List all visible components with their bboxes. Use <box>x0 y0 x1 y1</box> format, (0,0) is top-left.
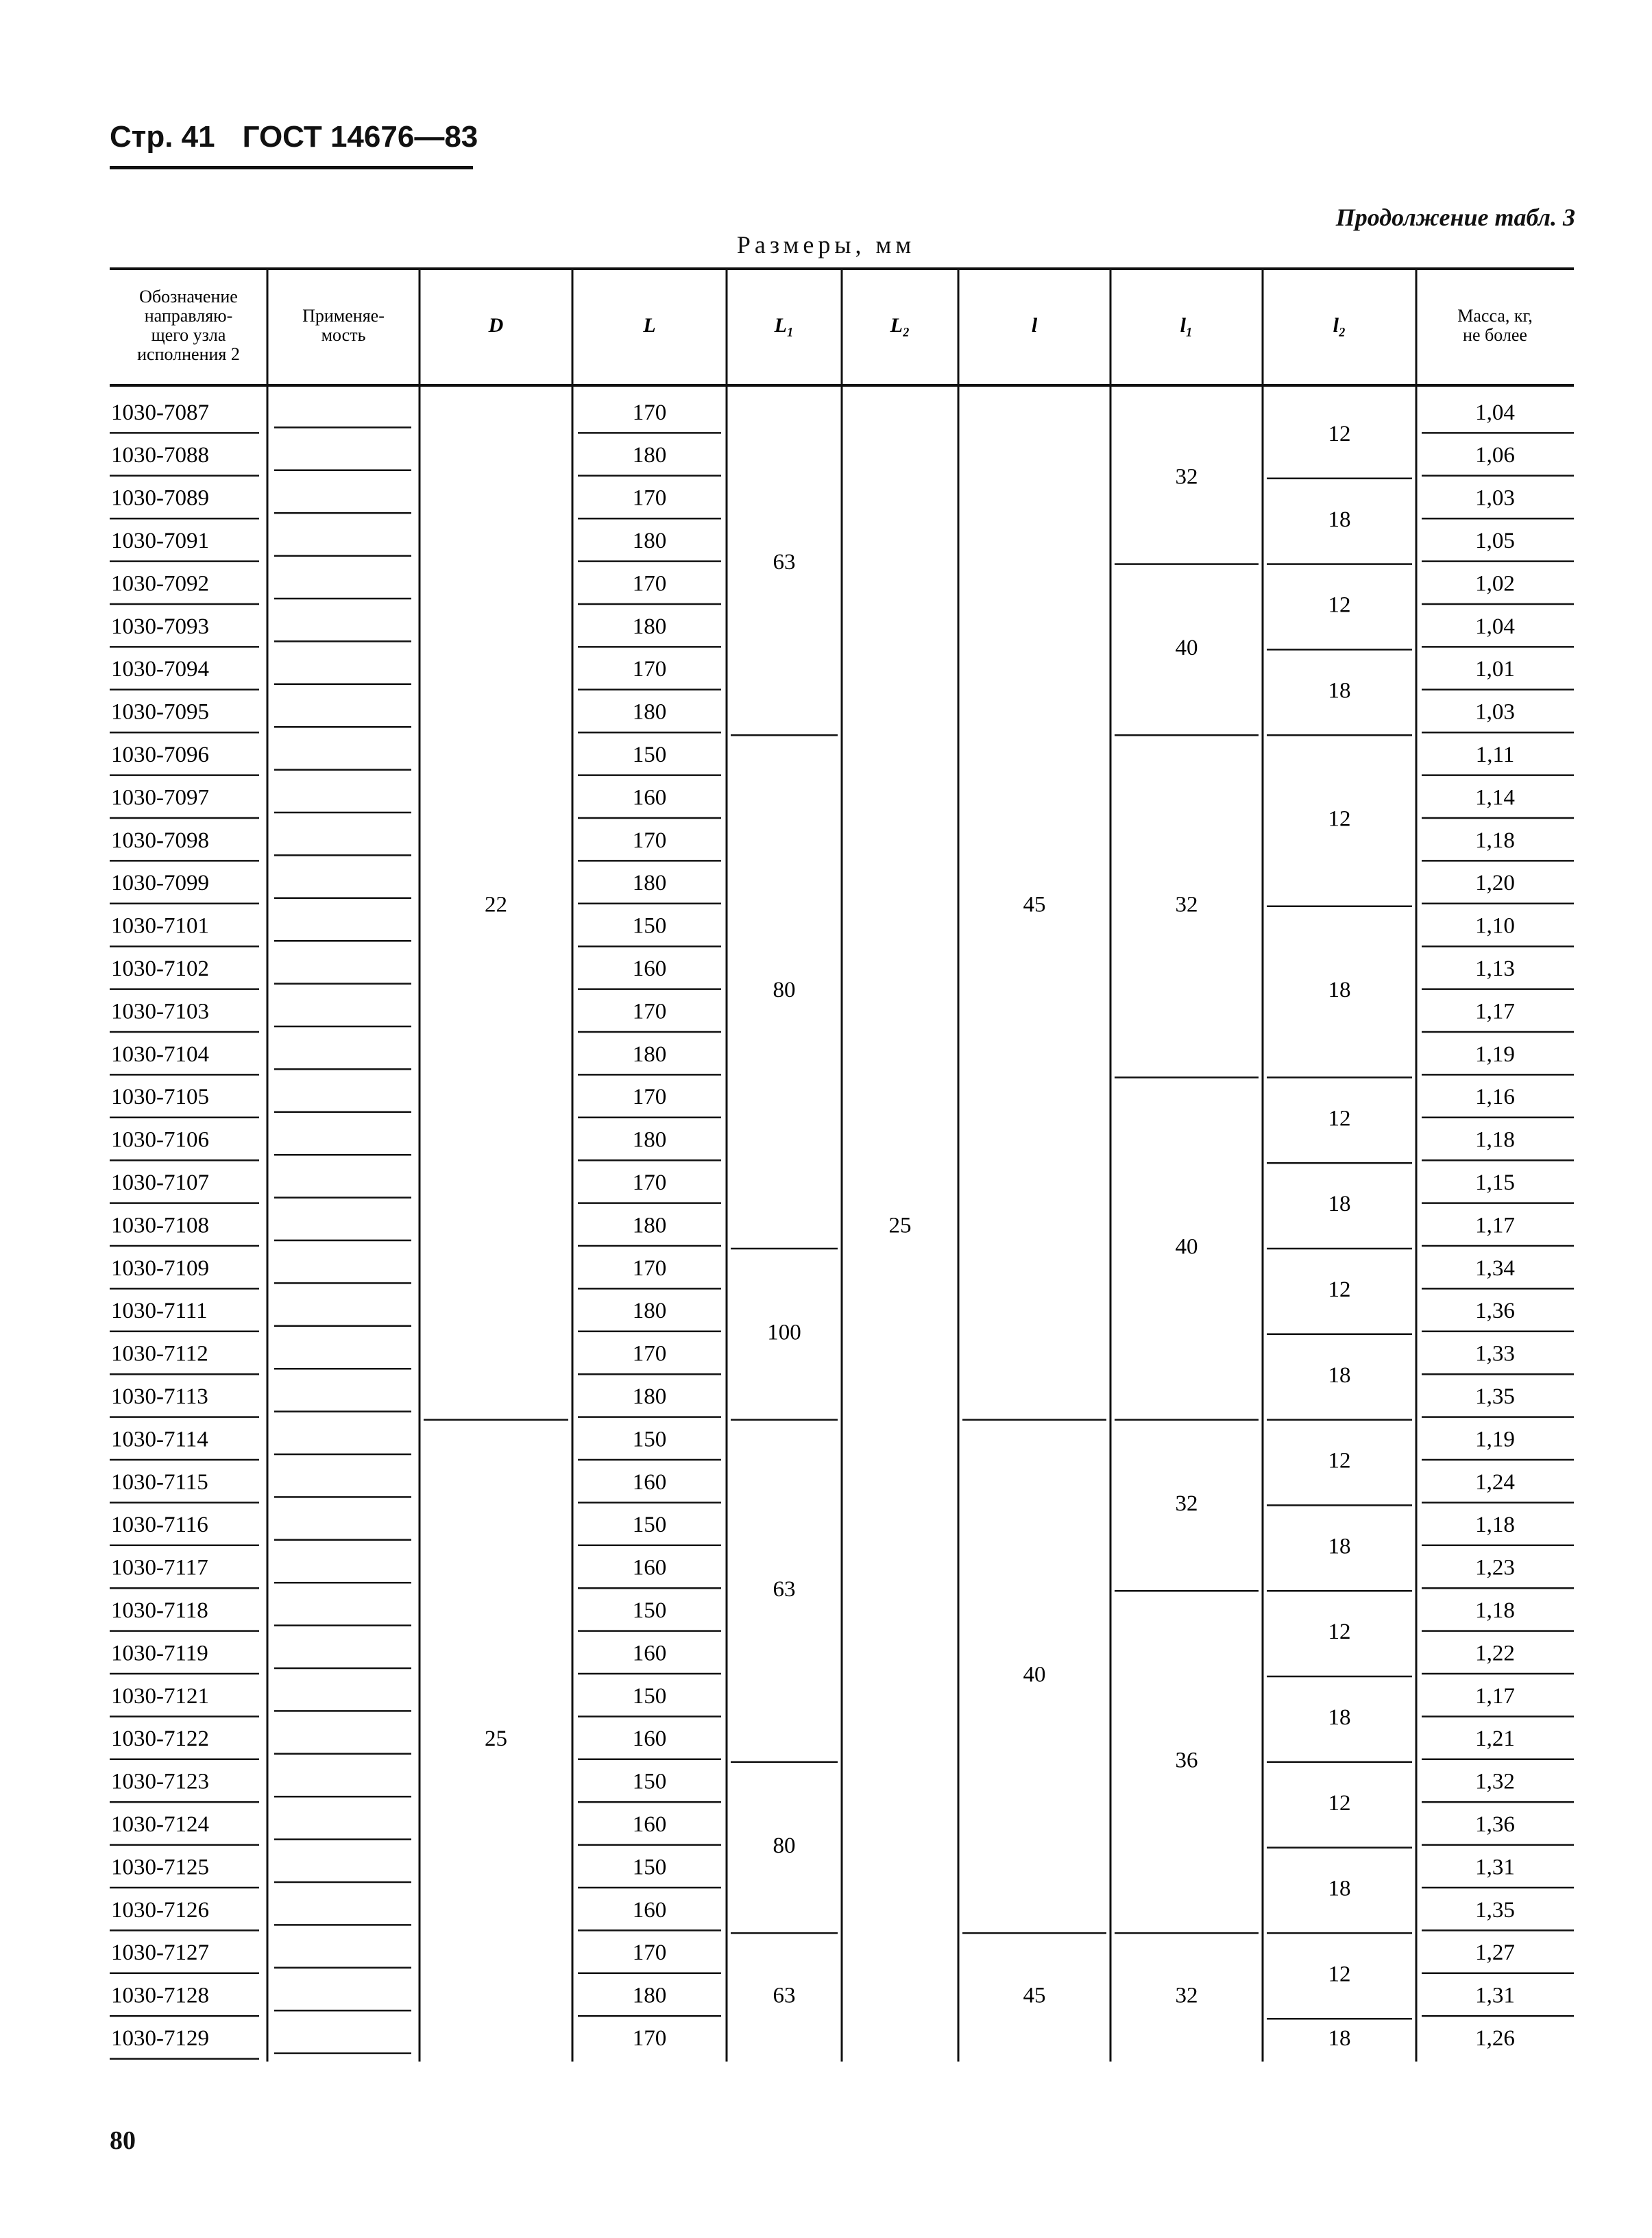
mass-cell: 1,36 <box>1475 1812 1515 1837</box>
designation-cell: 1030-7098 <box>111 828 209 853</box>
merged-D-cell: 22 <box>485 892 507 917</box>
length-L-cell: 160 <box>632 1726 667 1752</box>
length-L-cell: 160 <box>632 1555 667 1580</box>
designation-cell: 1030-7114 <box>111 1427 208 1452</box>
mass-cell: 1,11 <box>1475 742 1515 767</box>
length-L-cell: 170 <box>632 1255 667 1281</box>
length-L-cell: 150 <box>632 1513 667 1538</box>
designation-cell: 1030-7097 <box>111 785 209 810</box>
designation-cell: 1030-7118 <box>111 1598 208 1623</box>
length-L-cell: 160 <box>632 1897 667 1923</box>
mass-cell: 1,19 <box>1475 1042 1515 1067</box>
designation-cell: 1030-7122 <box>111 1726 209 1752</box>
designation-cell: 1030-7103 <box>111 999 209 1024</box>
mass-cell: 1,21 <box>1475 1726 1515 1752</box>
merged-l2-cell: 12 <box>1328 1448 1351 1473</box>
designation-cell: 1030-7109 <box>111 1255 209 1281</box>
mass-cell: 1,24 <box>1475 1469 1515 1495</box>
mass-cell: 1,17 <box>1475 999 1515 1024</box>
header-designation: Обозначение <box>139 286 238 306</box>
length-L-cell: 180 <box>632 1299 667 1324</box>
mass-cell: 1,04 <box>1475 614 1515 639</box>
header-applicability: Применяе- <box>302 305 385 326</box>
length-L-cell: 170 <box>632 485 667 511</box>
merged-l2-cell: 12 <box>1328 592 1351 618</box>
merged-l2-cell: 12 <box>1328 1106 1351 1131</box>
header-designation: щего узла <box>151 324 226 345</box>
length-L-cell: 180 <box>632 871 667 896</box>
mass-cell: 1,18 <box>1475 1127 1515 1153</box>
mass-cell: 1,18 <box>1475 1598 1515 1623</box>
dimensions-caption: Размеры, мм <box>736 231 916 258</box>
designation-cell: 1030-7105 <box>111 1085 209 1110</box>
header-l2: l₂ <box>1333 313 1346 337</box>
designation-cell: 1030-7112 <box>111 1341 208 1367</box>
mass-cell: 1,10 <box>1475 913 1515 939</box>
designation-cell: 1030-7089 <box>111 485 209 511</box>
merged-l2-cell: 18 <box>1328 507 1351 532</box>
mass-cell: 1,20 <box>1475 871 1515 896</box>
merged-l2-cell: 18 <box>1328 1192 1351 1217</box>
merged-l2-cell: 12 <box>1328 1962 1351 1987</box>
mass-cell: 1,23 <box>1475 1555 1515 1580</box>
length-L-cell: 150 <box>632 1855 667 1880</box>
length-L-cell: 160 <box>632 1641 667 1666</box>
length-L-cell: 170 <box>632 1170 667 1195</box>
designation-cell: 1030-7113 <box>111 1384 208 1409</box>
mass-cell: 1,03 <box>1475 699 1515 725</box>
designation-cell: 1030-7123 <box>111 1769 209 1794</box>
merged-l-cell: 40 <box>1023 1662 1046 1687</box>
length-L-cell: 170 <box>632 1085 667 1110</box>
length-L-cell: 180 <box>632 699 667 725</box>
length-L-cell: 180 <box>632 1384 667 1409</box>
designation-cell: 1030-7091 <box>111 528 209 553</box>
mass-cell: 1,17 <box>1475 1213 1515 1238</box>
mass-cell: 1,03 <box>1475 485 1515 511</box>
designation-cell: 1030-7119 <box>111 1641 208 1666</box>
length-L-cell: 170 <box>632 657 667 682</box>
designation-cell: 1030-7094 <box>111 657 209 682</box>
header-l: l <box>1031 313 1038 337</box>
merged-l1-cell: 36 <box>1175 1748 1198 1773</box>
header-l1: l₁ <box>1180 313 1193 337</box>
length-L-cell: 160 <box>632 785 667 810</box>
length-L-cell: 150 <box>632 1683 667 1709</box>
mass-cell: 1,14 <box>1475 785 1515 810</box>
length-L-cell: 150 <box>632 1769 667 1794</box>
mass-cell: 1,31 <box>1475 1983 1515 2008</box>
merged-l2-cell: 18 <box>1328 1876 1351 1901</box>
length-L-cell: 180 <box>632 1983 667 2008</box>
designation-cell: 1030-7126 <box>111 1897 209 1923</box>
length-L-cell: 160 <box>632 956 667 981</box>
designation-cell: 1030-7104 <box>111 1042 209 1067</box>
length-L-cell: 180 <box>632 1213 667 1238</box>
header-designation: направляю- <box>144 305 233 326</box>
merged-l2-cell: 12 <box>1328 421 1351 446</box>
merged-L1-cell: 63 <box>773 550 796 575</box>
designation-cell: 1030-7111 <box>111 1299 208 1324</box>
length-L-cell: 170 <box>632 1940 667 1966</box>
mass-cell: 1,32 <box>1475 1769 1515 1794</box>
header-L2: L₂ <box>890 313 910 337</box>
designation-cell: 1030-7093 <box>111 614 209 639</box>
mass-cell: 1,02 <box>1475 571 1515 597</box>
page-number: 80 <box>110 2126 136 2155</box>
mass-cell: 1,27 <box>1475 1940 1515 1966</box>
mass-cell: 1,26 <box>1475 2025 1515 2051</box>
designation-cell: 1030-7088 <box>111 443 209 468</box>
header-L1: L₁ <box>774 313 794 337</box>
length-L-cell: 150 <box>632 913 667 939</box>
length-L-cell: 170 <box>632 400 667 425</box>
designation-cell: 1030-7124 <box>111 1812 209 1837</box>
length-L-cell: 180 <box>632 1042 667 1067</box>
merged-l2-cell: 18 <box>1328 1534 1351 1559</box>
designation-cell: 1030-7095 <box>111 699 209 725</box>
length-L-cell: 150 <box>632 742 667 767</box>
designation-cell: 1030-7092 <box>111 571 209 597</box>
merged-l-cell: 45 <box>1023 892 1046 917</box>
length-L-cell: 180 <box>632 528 667 553</box>
header-L: L <box>643 313 656 337</box>
designation-cell: 1030-7106 <box>111 1127 209 1153</box>
merged-L1-cell: 100 <box>767 1320 801 1345</box>
mass-cell: 1,36 <box>1475 1299 1515 1324</box>
length-L-cell: 150 <box>632 1427 667 1452</box>
designation-cell: 1030-7108 <box>111 1213 209 1238</box>
designation-cell: 1030-7096 <box>111 742 209 767</box>
merged-l-cell: 45 <box>1023 1983 1046 2008</box>
mass-cell: 1,19 <box>1475 1427 1515 1452</box>
merged-L1-cell: 80 <box>773 1833 796 1859</box>
mass-cell: 1,35 <box>1475 1384 1515 1409</box>
mass-cell: 1,04 <box>1475 400 1515 425</box>
length-L-cell: 180 <box>632 1127 667 1153</box>
standard-label: ГОСТ 14676—83 <box>242 120 478 154</box>
mass-cell: 1,31 <box>1475 1855 1515 1880</box>
mass-cell: 1,35 <box>1475 1897 1515 1923</box>
designation-cell: 1030-7116 <box>111 1513 208 1538</box>
length-L-cell: 170 <box>632 2025 667 2051</box>
mass-cell: 1,05 <box>1475 528 1515 553</box>
length-L-cell: 170 <box>632 999 667 1024</box>
merged-l1-cell: 32 <box>1175 1983 1198 2008</box>
merged-l2-cell: 18 <box>1328 678 1351 703</box>
designation-cell: 1030-7128 <box>111 1983 209 2008</box>
designation-cell: 1030-7101 <box>111 913 209 939</box>
designation-cell: 1030-7125 <box>111 1855 209 1880</box>
merged-l2-cell: 12 <box>1328 1277 1351 1302</box>
mass-cell: 1,33 <box>1475 1341 1515 1367</box>
merged-l2-cell: 18 <box>1328 2025 1351 2051</box>
mass-cell: 1,01 <box>1475 657 1515 682</box>
designation-cell: 1030-7102 <box>111 956 209 981</box>
designation-cell: 1030-7127 <box>111 1940 209 1966</box>
merged-L1-cell: 63 <box>773 1576 796 1602</box>
merged-L1-cell: 80 <box>773 978 796 1003</box>
length-L-cell: 180 <box>632 614 667 639</box>
merged-l1-cell: 32 <box>1175 464 1198 490</box>
mass-cell: 1,18 <box>1475 1513 1515 1538</box>
designation-cell: 1030-7129 <box>111 2025 209 2051</box>
merged-l2-cell: 18 <box>1328 1705 1351 1730</box>
length-L-cell: 180 <box>632 443 667 468</box>
mass-cell: 1,18 <box>1475 828 1515 853</box>
length-L-cell: 170 <box>632 571 667 597</box>
header-D: D <box>488 313 504 337</box>
merged-L1-cell: 63 <box>773 1983 796 2008</box>
mass-cell: 1,15 <box>1475 1170 1515 1195</box>
merged-l1-cell: 40 <box>1175 1234 1198 1260</box>
length-L-cell: 170 <box>632 1341 667 1367</box>
mass-cell: 1,16 <box>1475 1085 1515 1110</box>
merged-D-cell: 25 <box>485 1726 507 1752</box>
mass-cell: 1,17 <box>1475 1683 1515 1709</box>
mass-cell: 1,22 <box>1475 1641 1515 1666</box>
merged-l2-cell: 18 <box>1328 1362 1351 1388</box>
merged-l2-cell: 12 <box>1328 1790 1351 1816</box>
designation-cell: 1030-7115 <box>111 1469 208 1495</box>
length-L-cell: 150 <box>632 1598 667 1623</box>
designation-cell: 1030-7099 <box>111 871 209 896</box>
designation-cell: 1030-7117 <box>111 1555 208 1580</box>
merged-l2-cell: 18 <box>1328 978 1351 1003</box>
table-continuation-note: Продолжение табл. 3 <box>1335 204 1575 231</box>
designation-cell: 1030-7121 <box>111 1683 209 1709</box>
designation-cell: 1030-7087 <box>111 400 209 425</box>
length-L-cell: 160 <box>632 1469 667 1495</box>
merged-l1-cell: 32 <box>1175 1491 1198 1516</box>
page-label: Стр. 41 <box>110 120 215 154</box>
length-L-cell: 170 <box>632 828 667 853</box>
header-mass: Масса, кг, <box>1457 305 1533 326</box>
mass-cell: 1,06 <box>1475 443 1515 468</box>
merged-l1-cell: 40 <box>1175 635 1198 660</box>
header-designation: исполнения 2 <box>137 344 240 364</box>
designation-cell: 1030-7107 <box>111 1170 209 1195</box>
mass-cell: 1,13 <box>1475 956 1515 981</box>
merged-l2-cell: 12 <box>1328 806 1351 832</box>
merged-l1-cell: 32 <box>1175 892 1198 917</box>
merged-L2-cell: 25 <box>888 1213 912 1238</box>
merged-l2-cell: 12 <box>1328 1620 1351 1645</box>
header-applicability: мость <box>321 324 366 345</box>
length-L-cell: 160 <box>632 1812 667 1837</box>
mass-cell: 1,34 <box>1475 1255 1515 1281</box>
header-mass: не более <box>1463 324 1527 345</box>
